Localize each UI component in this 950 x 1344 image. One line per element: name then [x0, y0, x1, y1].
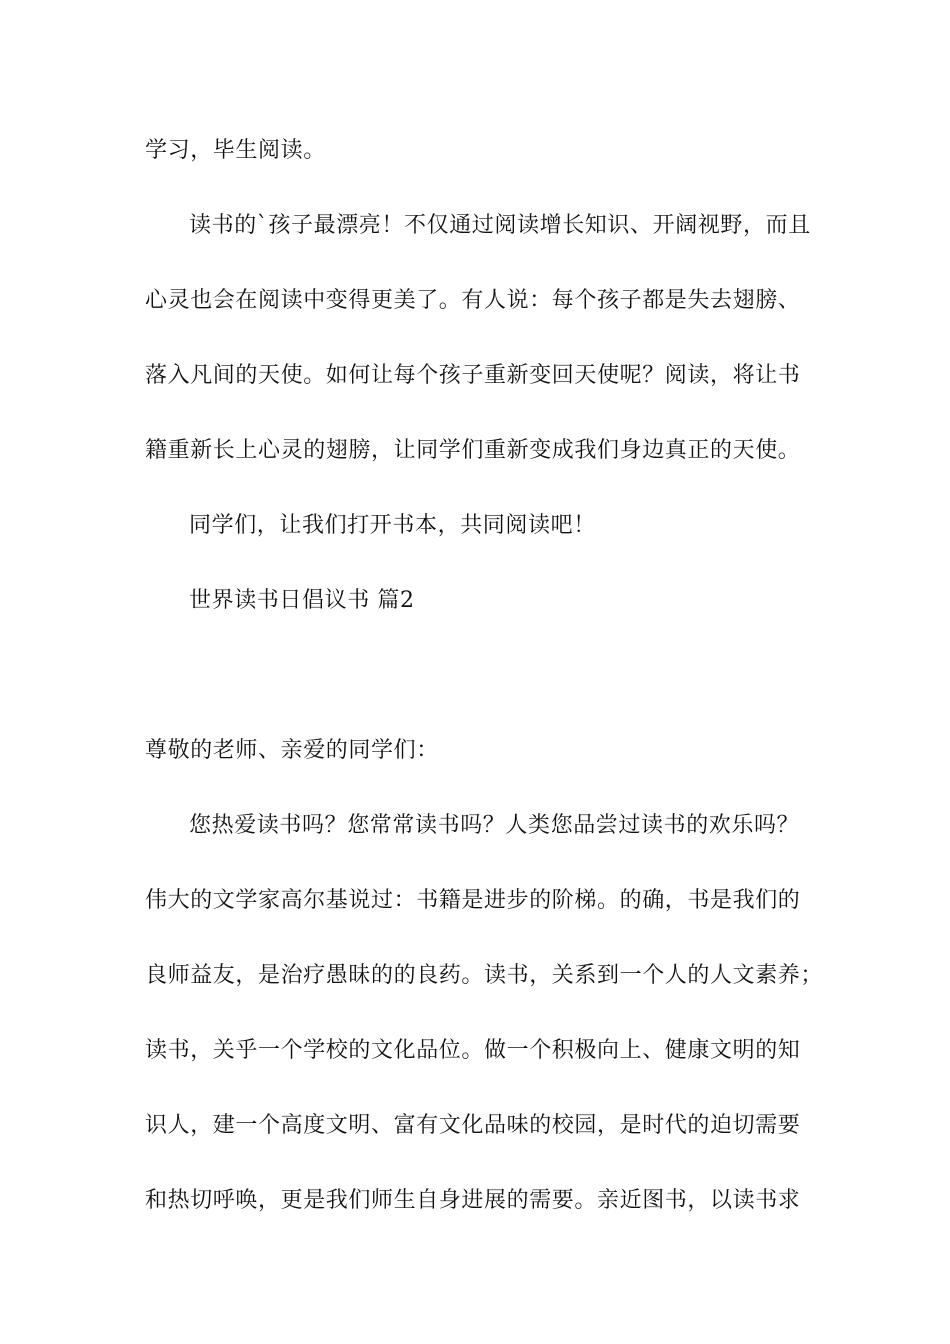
paragraph-line: 读书，关乎一个学校的文化品位。做一个积极向上、健康文明的知 — [145, 1038, 801, 1063]
paragraph-line: 伟大的文学家高尔基说过：书籍是进步的阶梯。的确，书是我们的 — [145, 888, 801, 913]
paragraph-line: 您热爱读书吗？您常常读书吗？人类您品尝过读书的欢乐吗？ — [189, 813, 800, 838]
paragraph-line: 心灵也会在阅读中变得更美了。有人说：每个孩子都是失去翅膀、 — [145, 288, 801, 313]
paragraph-line: 和热切呼唤，更是我们师生自身进展的需要。亲近图书，以读书求 — [145, 1188, 801, 1213]
paragraph-line: 同学们，让我们打开书本，共同阅读吧！ — [189, 513, 596, 538]
salutation: 尊敬的老师、亲爱的同学们： — [145, 738, 439, 763]
paragraph-line: 落入凡间的天使。如何让每个孩子重新变回天使呢？阅读，将让书 — [145, 363, 801, 388]
paragraph-line: 学习，毕生阅读。 — [145, 138, 326, 163]
paragraph-line: 识人，建一个高度文明、富有文化品味的校园，是时代的迫切需要 — [145, 1113, 801, 1138]
paragraph-line: 读书的`孩子最漂亮！不仅通过阅读增长知识、开阔视野，而且 — [189, 213, 811, 238]
section-heading: 世界读书日倡议书 篇2 — [189, 588, 415, 613]
paragraph-line: 良师益友，是治疗愚昧的的良药。读书，关系到一个人的人文素养； — [145, 963, 824, 988]
paragraph-line: 籍重新长上心灵的翅膀，让同学们重新变成我们身边真正的天使。 — [145, 438, 801, 463]
